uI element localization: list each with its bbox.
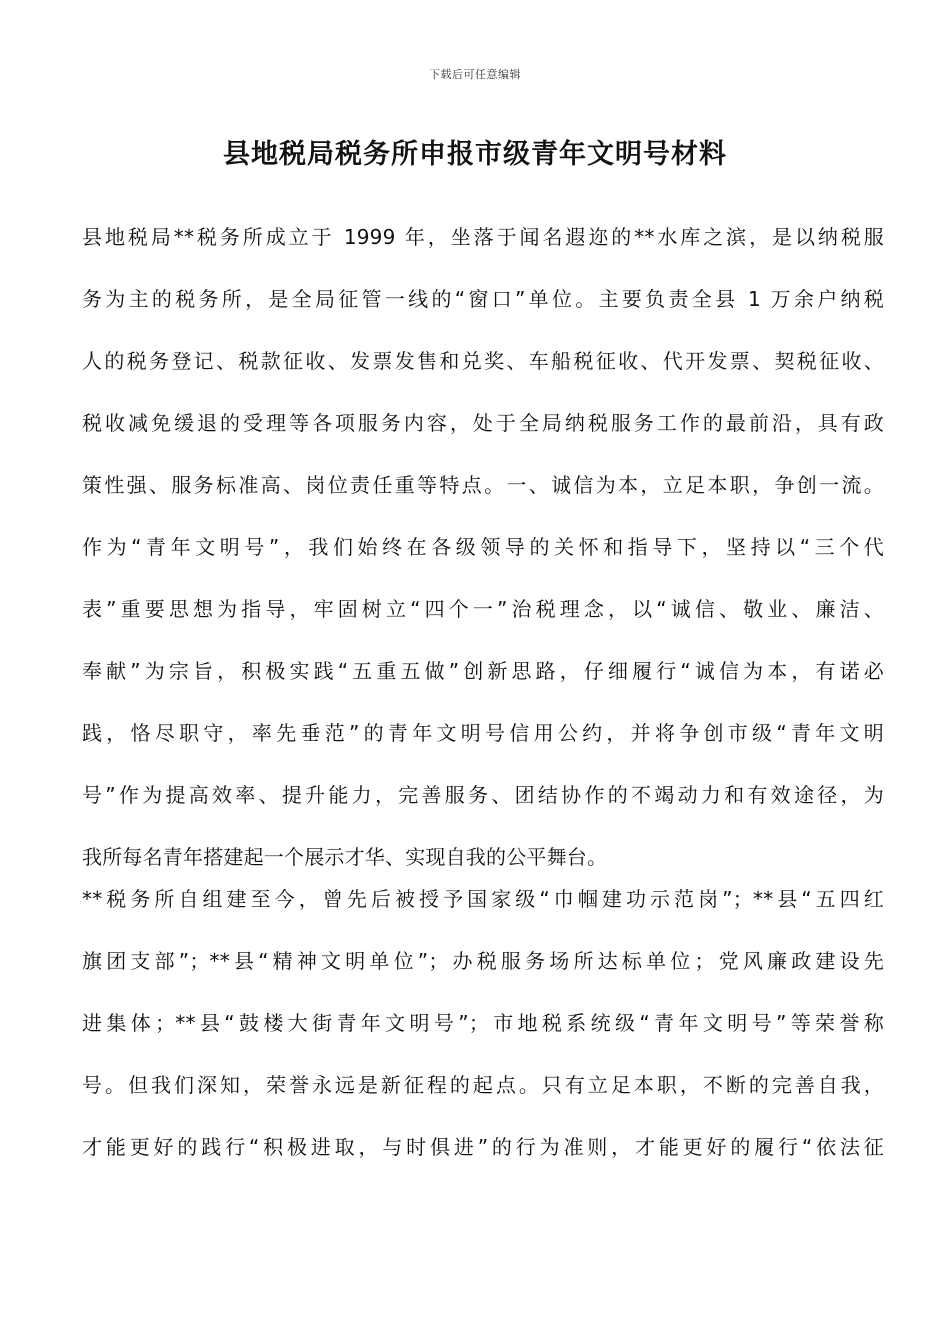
document-title: 县地税局税务所申报市级青年文明号材料 [223, 139, 727, 170]
text-line: 县地税局**税务所成立于 1999 年，坐落于闻名遐迩的**水库之滨，是以纳税服 [82, 225, 884, 249]
text-line: **税务所自组建至今，曾先后被授予国家级“巾帼建功示范岗”；**县“五四红 [82, 887, 884, 911]
text-line: 进集体；**县“鼓楼大街青年文明号”；市地税系统级“青年文明号”等荣誉称 [82, 1011, 884, 1035]
text-line: 旗团支部”；**县“精神文明单位”；办税服务场所达标单位；党风廉政建设先 [82, 949, 884, 973]
paragraph-1 [82, 217, 884, 883]
text-line: 作为“青年文明号”，我们始终在各级领导的关怀和指导下，坚持以“三个代 [82, 535, 884, 559]
text-line: 号”作为提高效率、提升能力，完善服务、团结协作的不竭动力和有效途径，为 [82, 783, 884, 807]
text-line: 务为主的税务所，是全局征管一线的“窗口”单位。主要负责全县 1 万余户纳税 [82, 287, 884, 311]
text-line: 策性强、服务标准高、岗位责任重等特点。一、诚信为本，立足本职，争创一流。 [82, 473, 884, 497]
text-line: 号。但我们深知，荣誉永远是新征程的起点。只有立足本职，不断的完善自我， [82, 1073, 884, 1097]
header-note: 下载后可任意编辑 [429, 68, 521, 81]
document-body [82, 217, 884, 1189]
text-line: 我所每名青年搭建起一个展示才华、实现自我的公平舞台。 [82, 845, 608, 869]
text-line: 人的税务登记、税款征收、发票发售和兑奖、车船税征收、代开发票、契税征收、 [82, 349, 884, 373]
text-line: 奉献”为宗旨，积极实践“五重五做”创新思路，仔细履行“诚信为本，有诺必 [82, 659, 884, 683]
text-line: 表”重要思想为指导，牢固树立“四个一”治税理念，以“诚信、敬业、廉洁、 [82, 597, 884, 621]
text-line: 才能更好的践行“积极进取，与时俱进”的行为准则，才能更好的履行“依法征 [82, 1135, 884, 1159]
text-line: 税收减免缓退的受理等各项服务内容，处于全局纳税服务工作的最前沿，具有政 [82, 411, 884, 435]
text-line: 践，恪尽职守，率先垂范”的青年文明号信用公约，并将争创市级“青年文明 [82, 721, 884, 745]
paragraph-2 [82, 879, 884, 1189]
